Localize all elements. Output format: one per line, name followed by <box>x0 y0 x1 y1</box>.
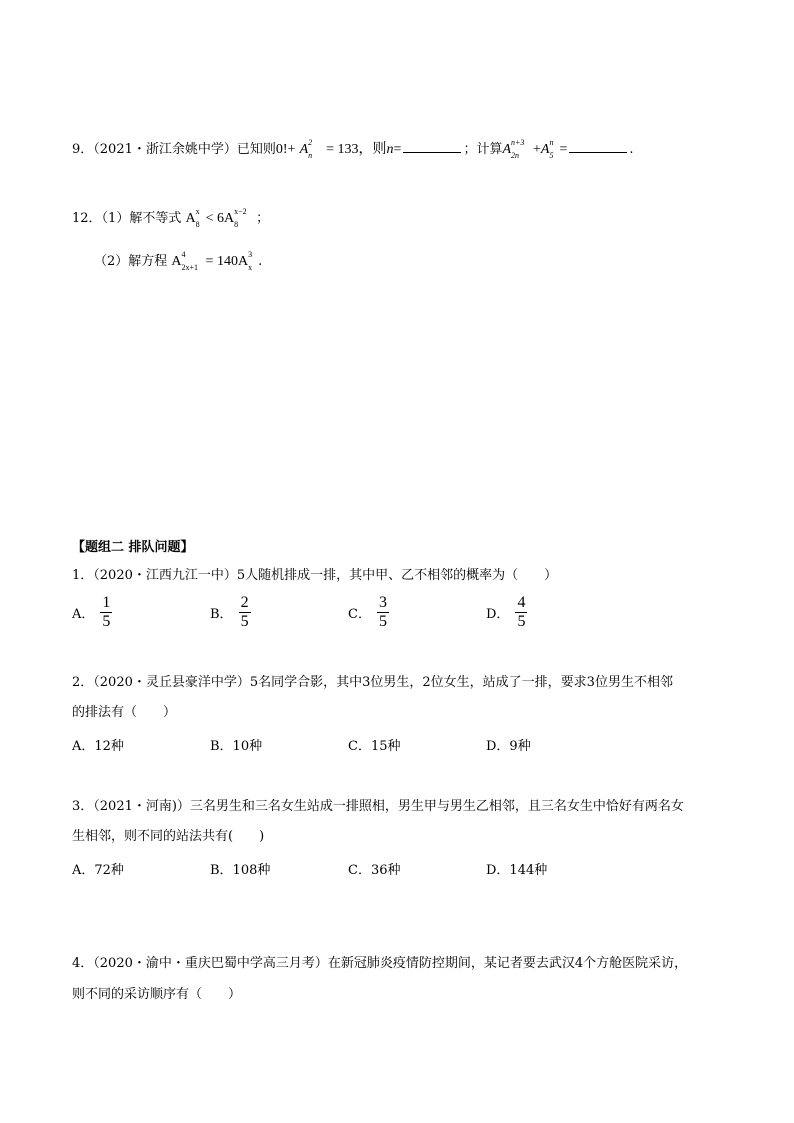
question-3-line-2: 生相邻，则不同的站法共有( ) <box>72 829 265 844</box>
question-12-part-1: 12．（1）解不等式 A x 8 < 6A x−2 8 ； <box>72 207 270 229</box>
question-9: 9．（2021・浙江余姚中学）已知则0!+ A 2 n = 133，则n= ；计算A n+3 2n +A n 5 = . <box>72 137 634 160</box>
q2-option-d[interactable]: D．9种 <box>486 739 531 754</box>
q12-part2-prefix: （2）解方程 <box>94 254 168 270</box>
question-4-line-2: 则不同的采访顺序有（ ） <box>72 987 242 1002</box>
q2-option-c[interactable]: C．15种 <box>348 739 401 754</box>
q3-option-a[interactable]: A．72种 <box>72 863 124 878</box>
q9-n-variable: n <box>386 142 394 157</box>
q9-arrangement-3: A n 5 <box>540 137 554 160</box>
q1-option-b[interactable]: B． $\frac{2}{5}$ <box>210 594 249 630</box>
section-title: 【题组二 排队问题】 <box>72 540 194 555</box>
question-2-line-1: 2．（2020・灵丘县豪洋中学）5名同学合影，其中3位男生，2位女生，站成了一排，要求3位男生不相邻 <box>72 675 673 690</box>
question-4-line-1: 4．（2020・渝中・重庆巴蜀中学高三月考）在新冠肺炎疫情防控期间，某记者要去武汉4个方舱医院采访， <box>72 956 688 971</box>
q3-option-d[interactable]: D．144种 <box>486 863 548 878</box>
q2-option-b[interactable]: B．10种 <box>210 739 263 754</box>
q1-option-c[interactable]: C． $\frac{3}{5}$ <box>348 594 387 630</box>
q3-option-c[interactable]: C．36种 <box>348 863 401 878</box>
q9-arrangement-1: A 2 n <box>299 137 313 160</box>
q12-part1-prefix: 12．（1）解不等式 <box>72 211 182 227</box>
q2-option-a[interactable]: A．12种 <box>72 739 124 754</box>
question-3-line-1: 3．（2021・河南)）三名男生和三名女生站成一排照相，男生甲与男生乙相邻，且三名女生中恰好有两名女 <box>72 799 684 814</box>
q9-equals-133: = 133，则 <box>326 142 387 157</box>
q9-prefix: 9．（2021・浙江余姚中学）已知则 <box>72 142 276 157</box>
q1-option-a[interactable]: A． $\frac{1}{5}$ <box>72 594 111 630</box>
q9-mid-text: ；计算 <box>463 142 503 157</box>
q9-arrangement-2: A n+3 2n <box>502 137 525 160</box>
q9-equals: = <box>393 142 402 157</box>
q3-option-b[interactable]: B．108种 <box>210 863 271 878</box>
q12-arrangement-1: A x 8 <box>185 207 200 229</box>
q9-answer-blank-2[interactable] <box>569 138 627 153</box>
q9-zero-factorial: 0!+ <box>275 142 296 157</box>
q12-arrangement-3: A 4 2x+1 <box>171 250 199 272</box>
question-1: 1．（2020・江西九江一中）5人随机排成一排，其中甲、乙不相邻的概率为（ ） <box>72 568 558 583</box>
q12-arrangement-4: A 3 x <box>237 250 253 272</box>
q12-arrangement-2: A x−2 8 <box>224 207 247 229</box>
question-12-part-2: （2）解方程 A 4 2x+1 = 140A 3 x . <box>94 250 263 272</box>
question-2-line-2: 的排法有（ ） <box>72 705 177 720</box>
q1-option-d[interactable]: D． $\frac{4}{5}$ <box>486 594 526 630</box>
q9-answer-blank-1[interactable] <box>403 138 461 153</box>
